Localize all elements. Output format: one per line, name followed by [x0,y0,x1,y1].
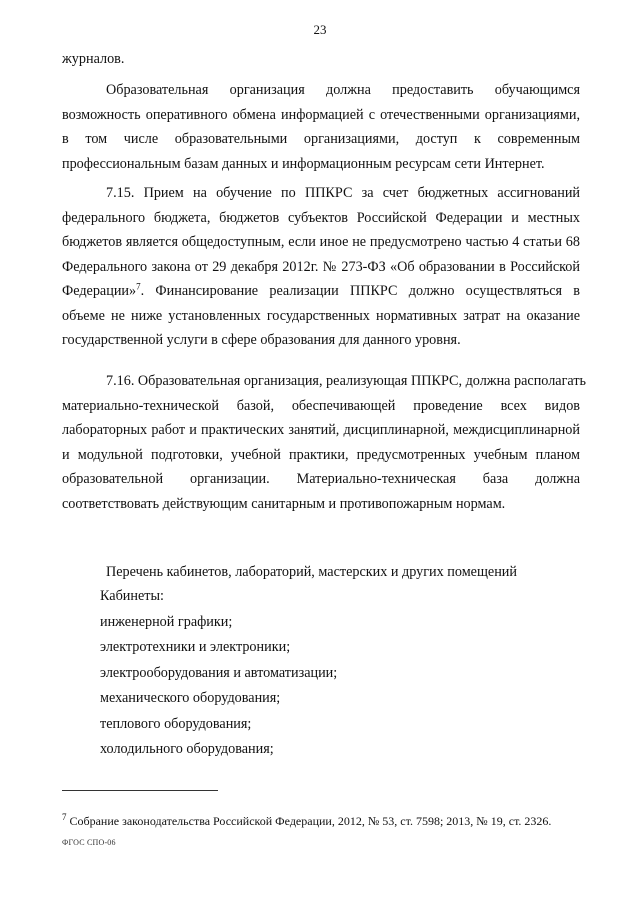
text-line: возможность оперативного обмена информацией с отечественными организациями, [62,106,580,123]
text-line: Образовательная организация должна предоставить обучающимся [106,82,580,98]
document-stamp: ФГОС СПО-06 [62,838,116,847]
text-line: 7.16. Образовательная организация, реализующая ППКРС, должна располагать [106,373,586,389]
text-line: материально-технической базой, обеспечивающей проведение всех видов [62,397,580,414]
text-line-with-footnote-ref [62,279,580,304]
page-number: 23 [313,22,327,37]
paragraph-continuation [62,47,580,72]
text-fragment: Федерации» [62,283,137,299]
rooms-list [100,584,620,763]
text-line: в том числе образовательными организациями, доступ к современным [62,131,580,147]
list-title: Перечень кабинетов, лабораторий, мастерских и других помещений [106,564,517,580]
text-line: бюджетов является общедоступным, если иное не предусмотрено частью 4 статьи 68 [62,234,580,250]
paragraph-7-16 [62,369,586,516]
text-line: лабораторных работ и практических занятий, дисциплинарной, междисциплинарной [62,422,580,438]
list-item: электрооборудования и автоматизации; [100,664,338,681]
list-item: электротехники и электроники; [100,639,291,655]
paragraph-7-15 [62,181,580,353]
paragraph-internet-access [62,78,580,176]
footnote-text: Собрание законодательства Российской Федерации, 2012, № 53, ст. 7598; 2013, № 19, ст. 2326. [66,814,552,828]
list-item: инженерной графики; [100,613,233,630]
text-line: федерального бюджета, бюджетов субъектов Российской Федерации и местных [62,209,580,226]
list-item: механического оборудования; [100,690,281,706]
text-line: соответствовать действующим санитарным и противопожарным нормам. [62,495,506,512]
text-line: журналов. [62,51,125,67]
footnote-marker: 7 [62,812,67,822]
text-line: образовательной организации. Материально-техническая база должна [62,471,580,487]
text-line: и модульной подготовки, учебной практики, предусмотренных учебным планом [62,446,580,463]
footnote-separator [62,790,218,791]
list-subtitle: Кабинеты: [100,588,164,604]
list-item: холодильного оборудования; [100,741,274,757]
footnote-reference: 7 [136,281,141,292]
text-line: государственной услуги в сфере образования для данного уровня. [62,332,461,348]
text-line: 7.15. Прием на обучение по ППКРС за счет бюджетных ассигнований [106,185,580,201]
list-heading [106,560,626,586]
list-item: теплового оборудования; [100,715,252,732]
text-line: объеме не ниже установленных государственных нормативных затрат на оказание [62,307,580,324]
text-line: профессиональным базам данных и информационным ресурсам сети Интернет. [62,155,545,172]
footnote [62,814,551,829]
text-fragment: . Финансирование реализации ППКРС должно осуществляться в [140,283,580,299]
text-line: Федерального закона от 29 декабря 2012г. № 273-ФЗ «Об образовании в Российской [62,258,580,275]
